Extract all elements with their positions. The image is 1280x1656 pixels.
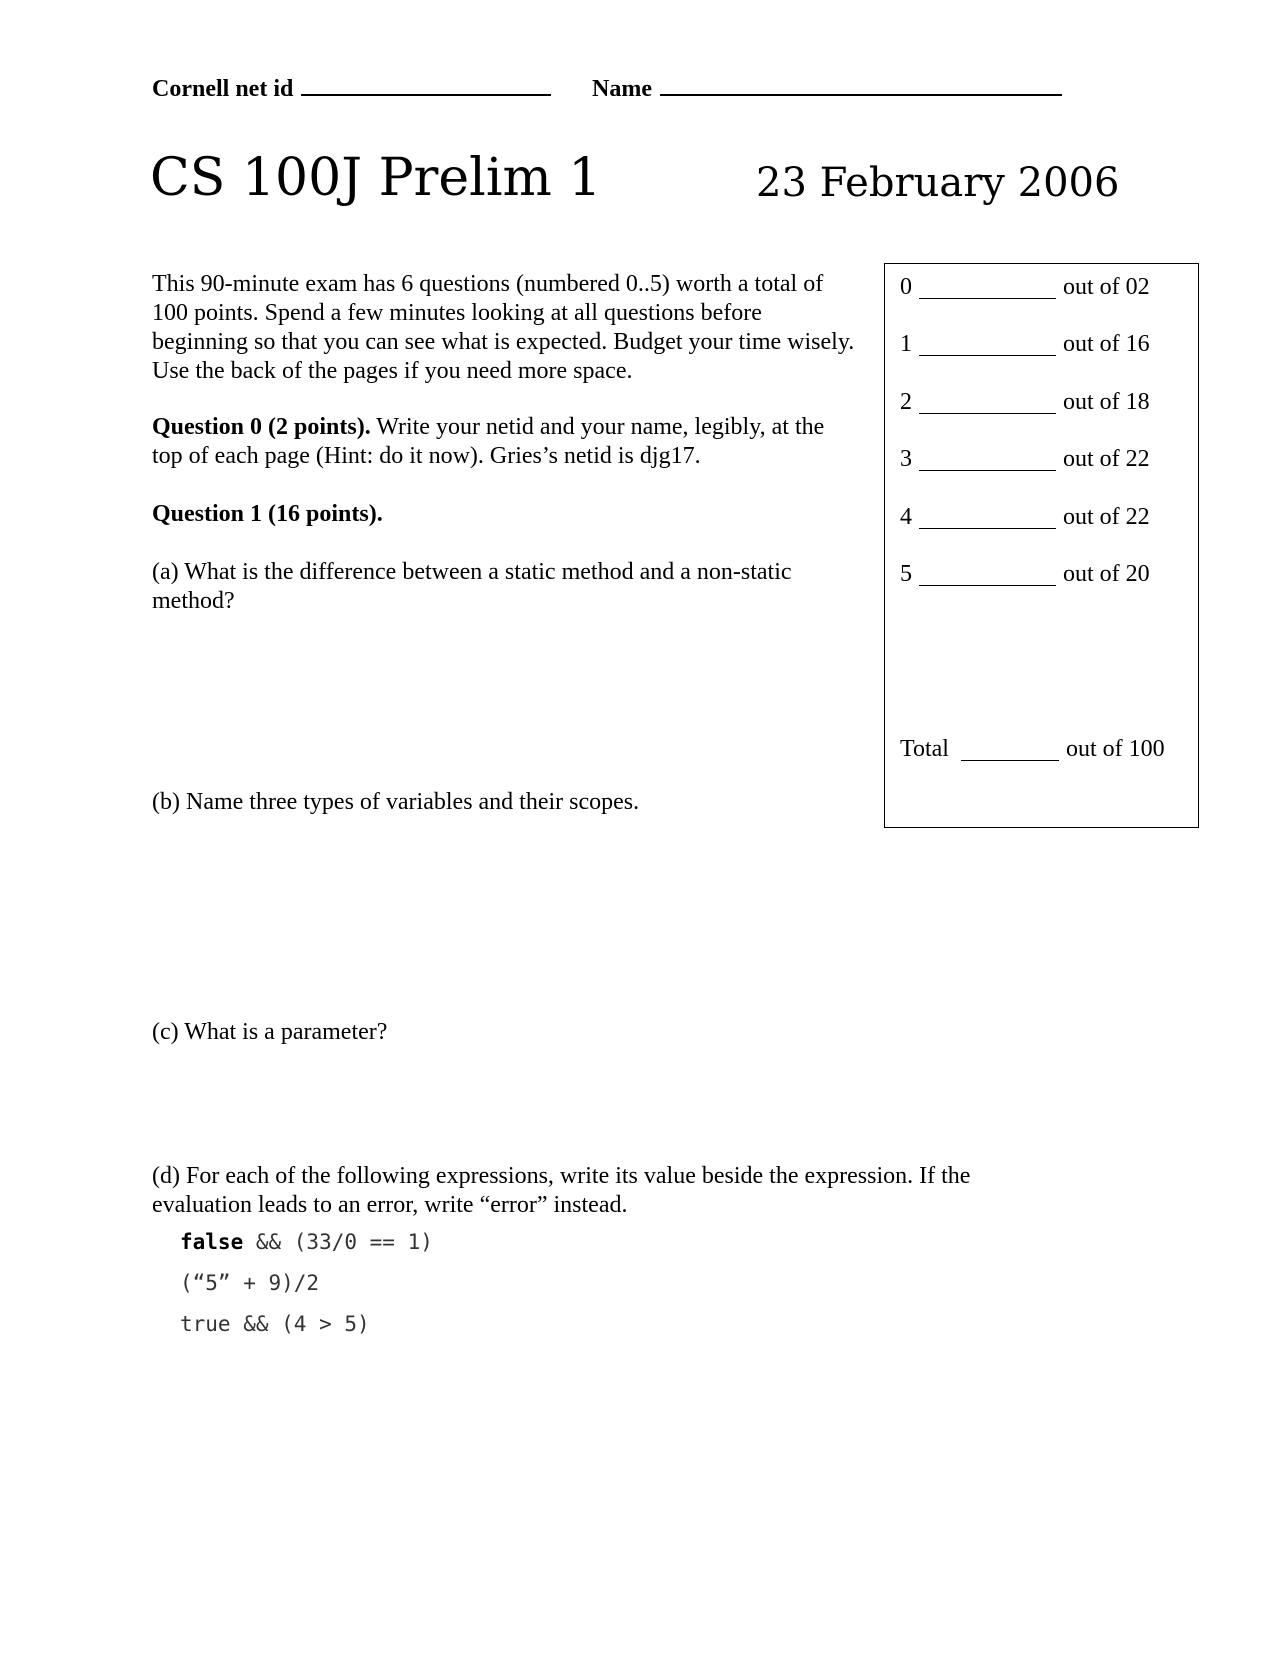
score-num: 2 (900, 389, 912, 415)
score-row-0 (900, 274, 912, 301)
score-total-blank[interactable] (961, 760, 1059, 761)
score-num: 0 (900, 274, 912, 300)
score-num: 1 (900, 331, 912, 357)
question-1-heading-text: Question 1 (16 points). (152, 501, 383, 527)
question-1-heading (152, 500, 860, 529)
score-num: 5 (900, 561, 912, 587)
question-1d: (d) For each of the following expressions, write its value beside the expression. If the evaluation leads to an error, write “error” instead. (152, 1163, 971, 1218)
score-blank-3[interactable] (919, 470, 1056, 471)
expression-2-text: (“5” + 9)/2 (180, 1271, 320, 1295)
question-1c: (c) What is a parameter? (152, 1019, 388, 1045)
expression-1-rest: && (33/0 == 1) (243, 1230, 433, 1254)
score-blank-1[interactable] (919, 355, 1056, 356)
name-blank[interactable] (660, 74, 1062, 96)
expression-3 (180, 1312, 370, 1336)
score-row-4 (900, 504, 912, 531)
score-blank-0[interactable] (919, 298, 1056, 299)
score-num: 4 (900, 504, 912, 530)
netid-label: Cornell net id (152, 76, 294, 102)
score-row-5 (900, 561, 912, 588)
question-0 (152, 413, 860, 471)
intro-paragraph: This 90-minute exam has 6 questions (numbered 0..5) worth a total of 100 points. Spend a few minutes looking at all questions before beginning so that you can see what is expected. Budget your time wisely. Use the back of the pages if you need more space. (152, 271, 855, 384)
expression-1 (180, 1230, 433, 1254)
score-num: 3 (900, 446, 912, 472)
exam-title: CS 100J Prelim 1 (150, 148, 602, 208)
expression-2 (180, 1271, 319, 1295)
score-outof-0: out of 02 (1063, 274, 1150, 300)
exam-date: 23 February 2006 (756, 160, 1120, 206)
name-label: Name (592, 76, 652, 102)
score-row-2 (900, 389, 912, 416)
score-outof-1: out of 16 (1063, 331, 1150, 357)
question-1b: (b) Name three types of variables and their scopes. (152, 789, 640, 815)
question-0-heading: Question 0 (2 points). (152, 414, 371, 440)
netid-blank[interactable] (301, 74, 551, 96)
name-field (592, 74, 1062, 103)
score-table (884, 263, 1199, 828)
expression-1-keyword: false (180, 1230, 244, 1254)
score-outof-4: out of 22 (1063, 504, 1150, 530)
netid-field (152, 74, 551, 103)
score-outof-2: out of 18 (1063, 389, 1150, 415)
score-row-1 (900, 331, 912, 358)
expression-3-text: true && (4 > 5) (180, 1312, 370, 1336)
score-blank-5[interactable] (919, 585, 1056, 586)
question-0-text: Write your netid and your name, legibly, at the top of each page (Hint: do it now). Gries’s netid is djg17. (152, 414, 825, 469)
question-1a: (a) What is the difference between a static method and a non-static method? (152, 559, 792, 614)
score-blank-2[interactable] (919, 413, 1056, 414)
score-row-3 (900, 446, 912, 473)
score-blank-4[interactable] (919, 528, 1056, 529)
score-total-label: Total (900, 736, 949, 762)
score-outof-3: out of 22 (1063, 446, 1150, 472)
score-total-outof: out of 100 (1066, 736, 1165, 762)
score-outof-5: out of 20 (1063, 561, 1150, 587)
